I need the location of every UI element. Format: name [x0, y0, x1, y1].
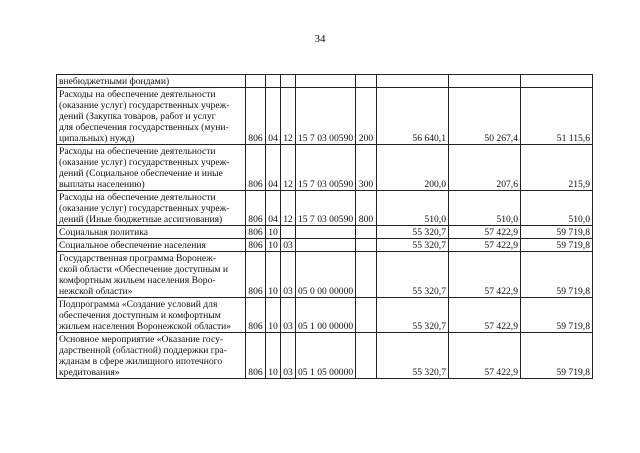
cell-rz: 04 — [266, 145, 281, 191]
cell-gr: 806 — [246, 191, 266, 226]
cell-rz: 10 — [266, 333, 281, 379]
cell-pr: 03 — [281, 239, 296, 252]
cell-pr: 12 — [281, 191, 296, 226]
cell-name — [57, 252, 246, 298]
cell-name-line: Социальное обеспечение населения — [59, 240, 206, 251]
cell-csr: 05 0 00 00000 — [296, 252, 356, 298]
cell-name-line: Расходы на обеспечение деятельности — [59, 146, 216, 157]
cell-name-line: жильем населения Воронежской области» — [59, 321, 232, 332]
cell-value-3: 59 719,8 — [521, 226, 593, 239]
cell-name-line: (оказание услуг) государственных учреж- — [59, 203, 230, 214]
cell-value-3: 59 719,8 — [521, 239, 593, 252]
cell-name — [57, 145, 246, 191]
cell-csr: 05 1 05 00000 — [296, 333, 356, 379]
cell-name-line: Подпрограмма «Создание условий для — [59, 299, 218, 310]
cell-value-2: 50 267,4 — [449, 88, 521, 145]
cell-value-2: 57 422,9 — [449, 252, 521, 298]
cell-csr: 05 1 00 00000 — [296, 298, 356, 333]
cell-rz: 10 — [266, 298, 281, 333]
cell-value-1: 510,0 — [377, 191, 449, 226]
cell-rz: 10 — [266, 252, 281, 298]
cell-name-line: Основное мероприятие «Оказание госу- — [59, 334, 224, 345]
cell-name-line: жданам в сфере жилищного ипотечного — [59, 356, 223, 367]
cell-name-line: дений (Иные бюджетные ассигнования) — [59, 214, 223, 225]
cell-value-1: 56 640,1 — [377, 88, 449, 145]
budget-table — [56, 74, 593, 379]
cell-gr: 806 — [246, 333, 266, 379]
cell-vr: 200 — [356, 88, 377, 145]
cell-name-line: (оказание услуг) государственных учреж- — [59, 157, 230, 168]
cell-name-line: Расходы на обеспечение деятельности — [59, 89, 216, 100]
table-row — [57, 298, 593, 333]
cell-vr — [356, 252, 377, 298]
cell-vr — [356, 239, 377, 252]
cell-gr: 806 — [246, 239, 266, 252]
cell-value-2: 57 422,9 — [449, 333, 521, 379]
cell-rz: 10 — [266, 239, 281, 252]
cell-csr — [296, 75, 356, 88]
cell-pr: 03 — [281, 298, 296, 333]
cell-gr: 806 — [246, 145, 266, 191]
cell-csr: 15 7 03 00590 — [296, 191, 356, 226]
cell-value-2: 57 422,9 — [449, 298, 521, 333]
cell-pr: 03 — [281, 333, 296, 379]
cell-name — [57, 239, 246, 252]
cell-pr: 03 — [281, 252, 296, 298]
cell-name-line: выплаты населению) — [59, 179, 145, 190]
cell-name-line: ской области «Обеспечение доступным и — [59, 264, 228, 275]
cell-value-2: 57 422,9 — [449, 239, 521, 252]
cell-name-line: Расходы на обеспечение деятельности — [59, 192, 216, 203]
cell-gr: 806 — [246, 88, 266, 145]
cell-csr — [296, 239, 356, 252]
cell-rz: 04 — [266, 191, 281, 226]
cell-name-line: внебюджетными фондами) — [59, 76, 170, 87]
cell-name-line: Государственная программа Воронеж- — [59, 253, 216, 264]
table-row — [57, 252, 593, 298]
cell-name — [57, 226, 246, 239]
table-row — [57, 75, 593, 88]
table-row — [57, 145, 593, 191]
table-row — [57, 239, 593, 252]
cell-rz — [266, 75, 281, 88]
cell-name-line: дарственной (областной) поддержки гра- — [59, 345, 227, 356]
cell-value-2 — [449, 75, 521, 88]
cell-name-line: комфортным жильем населения Воро- — [59, 275, 216, 286]
table-row — [57, 333, 593, 379]
cell-name-line: для обеспечения государственных (муни- — [59, 122, 229, 133]
cell-gr: 806 — [246, 226, 266, 239]
cell-value-3: 59 719,8 — [521, 333, 593, 379]
cell-name — [57, 333, 246, 379]
cell-value-1: 55 320,7 — [377, 239, 449, 252]
cell-csr — [296, 226, 356, 239]
cell-vr — [356, 75, 377, 88]
cell-vr — [356, 298, 377, 333]
cell-csr: 15 7 03 00590 — [296, 88, 356, 145]
cell-name-line: ципальных) нужд) — [59, 133, 135, 144]
cell-pr: 12 — [281, 145, 296, 191]
cell-vr — [356, 333, 377, 379]
cell-gr: 806 — [246, 298, 266, 333]
cell-value-1: 55 320,7 — [377, 252, 449, 298]
cell-value-3 — [521, 75, 593, 88]
cell-value-1: 55 320,7 — [377, 226, 449, 239]
cell-name — [57, 88, 246, 145]
cell-gr: 806 — [246, 252, 266, 298]
cell-vr — [356, 226, 377, 239]
cell-name — [57, 191, 246, 226]
cell-name-line: (оказание услуг) государственных учреж- — [59, 100, 230, 111]
cell-name — [57, 298, 246, 333]
cell-value-1 — [377, 75, 449, 88]
cell-value-1: 200,0 — [377, 145, 449, 191]
cell-rz: 04 — [266, 88, 281, 145]
cell-name-line: дений (Социальное обеспечение и иные — [59, 168, 223, 179]
cell-value-2: 57 422,9 — [449, 226, 521, 239]
cell-value-3: 510,0 — [521, 191, 593, 226]
table-row — [57, 226, 593, 239]
cell-name-line: дений (Закупка товаров, работ и услуг — [59, 111, 216, 122]
cell-pr: 12 — [281, 88, 296, 145]
table-row — [57, 88, 593, 145]
cell-pr — [281, 75, 296, 88]
cell-vr: 300 — [356, 145, 377, 191]
cell-name-line: кредитования» — [59, 367, 120, 378]
cell-value-1: 55 320,7 — [377, 298, 449, 333]
cell-value-2: 510,0 — [449, 191, 521, 226]
cell-gr — [246, 75, 266, 88]
cell-rz: 10 — [266, 226, 281, 239]
cell-value-3: 215,9 — [521, 145, 593, 191]
cell-value-3: 59 719,8 — [521, 298, 593, 333]
cell-name-line: обеспечения доступным и комфортным — [59, 310, 221, 321]
cell-pr — [281, 226, 296, 239]
cell-name-line: нежской области» — [59, 286, 133, 297]
cell-value-3: 51 115,6 — [521, 88, 593, 145]
page-number: 34 — [314, 33, 326, 45]
cell-value-1: 55 320,7 — [377, 333, 449, 379]
cell-vr: 800 — [356, 191, 377, 226]
cell-name — [57, 75, 246, 88]
cell-value-2: 207,6 — [449, 145, 521, 191]
table-row — [57, 191, 593, 226]
cell-name-line: Социальная политика — [59, 227, 148, 238]
cell-value-3: 59 719,8 — [521, 252, 593, 298]
cell-csr: 15 7 03 00590 — [296, 145, 356, 191]
